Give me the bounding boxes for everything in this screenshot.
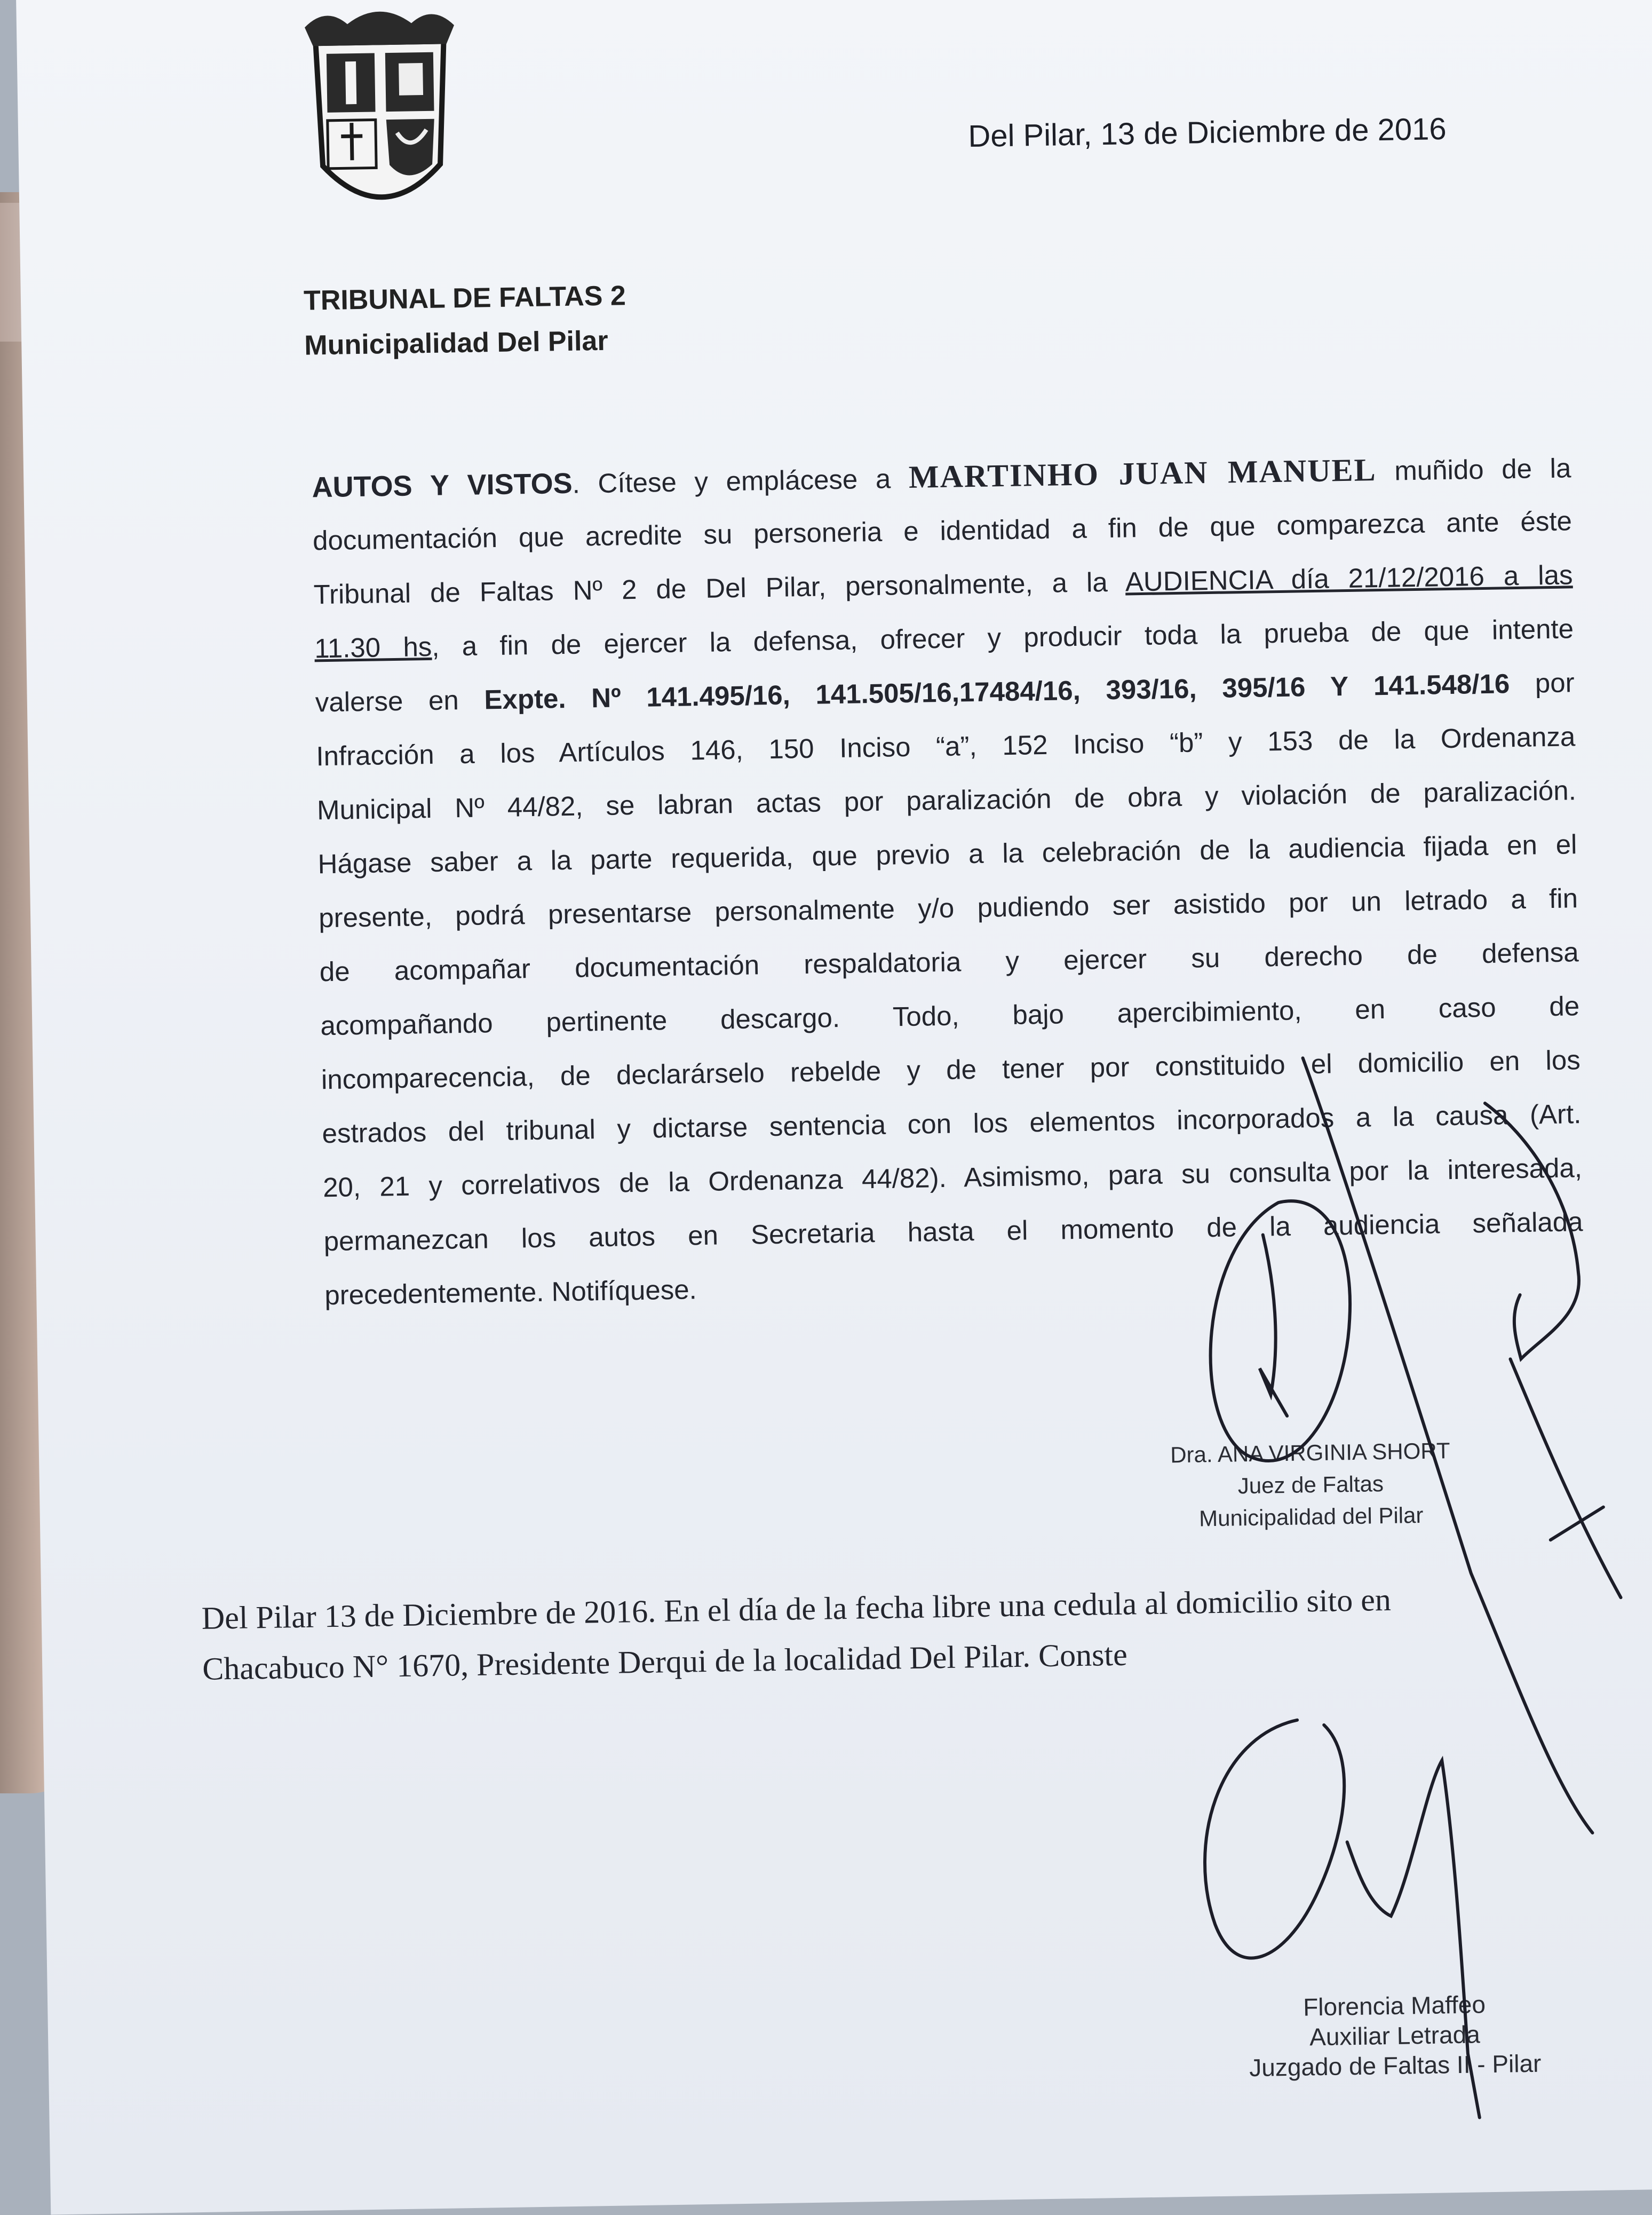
body-line: presente, podrá presentarse personalmente y/o pudiendo ser asistido por un letrado a fin [318,883,1578,934]
judge-signature-loop [1208,1200,1353,1462]
municipality-name: Municipalidad Del Pilar [304,325,609,361]
cited-person-name: MARTINHO JUAN MANUEL [908,452,1377,495]
body-line: Tribunal de Faltas Nº 2 de Del Pilar, personalmente, a la AUDIENCIA día 21/12/2016 a las [313,559,1573,610]
body-line: documentación que acredite su personeria e identidad a fin de que comparezca ante éste [312,505,1572,556]
case-numbers: Expte. Nº 141.495/16, 141.505/16,17484/16, 393/16, 395/16 Y 141.548/16 [484,668,1510,715]
judge-name: Dra. ANA VIRGINIA SHORT [1170,1438,1450,1468]
body-line: de acompañar documentación respaldatoria y ejercer su derecho de defensa [319,937,1579,987]
document-date: Del Pilar, 13 de Diciembre de 2016 [967,111,1447,154]
handwritten-signatures [16,0,1652,2214]
body-line: AUTOS Y VISTOS. Cítese y emplácese a MARTINHO JUAN MANUEL muñido de la [312,452,1571,504]
note-line: Del Pilar 13 de Diciembre de 2016. En el día de la fecha libre una cedula al domicilio sito en [201,1581,1392,1636]
body-line: Hágase saber a la parte requerida, que previo a la celebración de la audiencia fijada en el [317,829,1577,880]
clerk-signature-loop [1203,1719,1347,1959]
judge-signature-stroke [1258,1235,1287,1417]
body-line: valerse en Expte. Nº 141.495/16, 141.505/16,17484/16, 393/16, 395/16 Y 141.548/16 por [315,667,1575,718]
body-line: estrados del tribunal y dictarse sentencia con los elementos incorporados a la causa (Art. [322,1098,1582,1149]
clerk-name: Florencia Maffeo [1302,1990,1486,2021]
clerk-signature-stroke [1346,1760,1479,2119]
clerk-title: Auxiliar Letrada [1309,2020,1481,2051]
body-line: acompañando pertinente descargo. Todo, bajo apercibimiento, en caso de [320,991,1580,1041]
body-line: Municipal Nº 44/82, se labran actas por paralización de obra y violación de paralización. [316,775,1577,826]
body-line: 11.30 hs, a fin de ejercer la defensa, ofrecer y producir toda la prueba de que intente [314,613,1574,664]
body-line: precedentemente. Notifíquese. [324,1274,697,1311]
hearing-time: 11.30 hs [314,631,432,664]
judge-org: Municipalidad del Pilar [1198,1502,1424,1531]
judge-signature-line [1303,1054,1593,1837]
body-line: Infracción a los Artículos 146, 150 Inciso “a”, 152 Inciso “b” y 153 de la Ordenanza [316,721,1576,772]
clerk-org: Juzgado de Faltas II - Pilar [1249,2049,1542,2082]
document-page [16,0,1652,2214]
judge-title: Juez de Faltas [1237,1471,1384,1499]
judge-signature-arc [1485,1102,1580,1359]
hearing-date: AUDIENCIA día 21/12/2016 a las [1125,559,1573,597]
judge-signature-tail [1510,1357,1621,1599]
body-line: permanezcan los autos en Secretaria hasta el momento de la audiencia señalada [323,1206,1583,1257]
body-line: incomparecencia, de declarárselo rebelde y de tener por constituido el domicilio en los [321,1045,1581,1095]
body-line: 20, 21 y correlativos de la Ordenanza 44/82). Asimismo, para su consulta por la interesada, [322,1152,1583,1203]
note-line: Chacabuco N° 1670, Presidente Derqui de la localidad Del Pilar. Conste [202,1636,1128,1687]
court-name: TRIBUNAL DE FALTAS 2 [303,280,626,317]
